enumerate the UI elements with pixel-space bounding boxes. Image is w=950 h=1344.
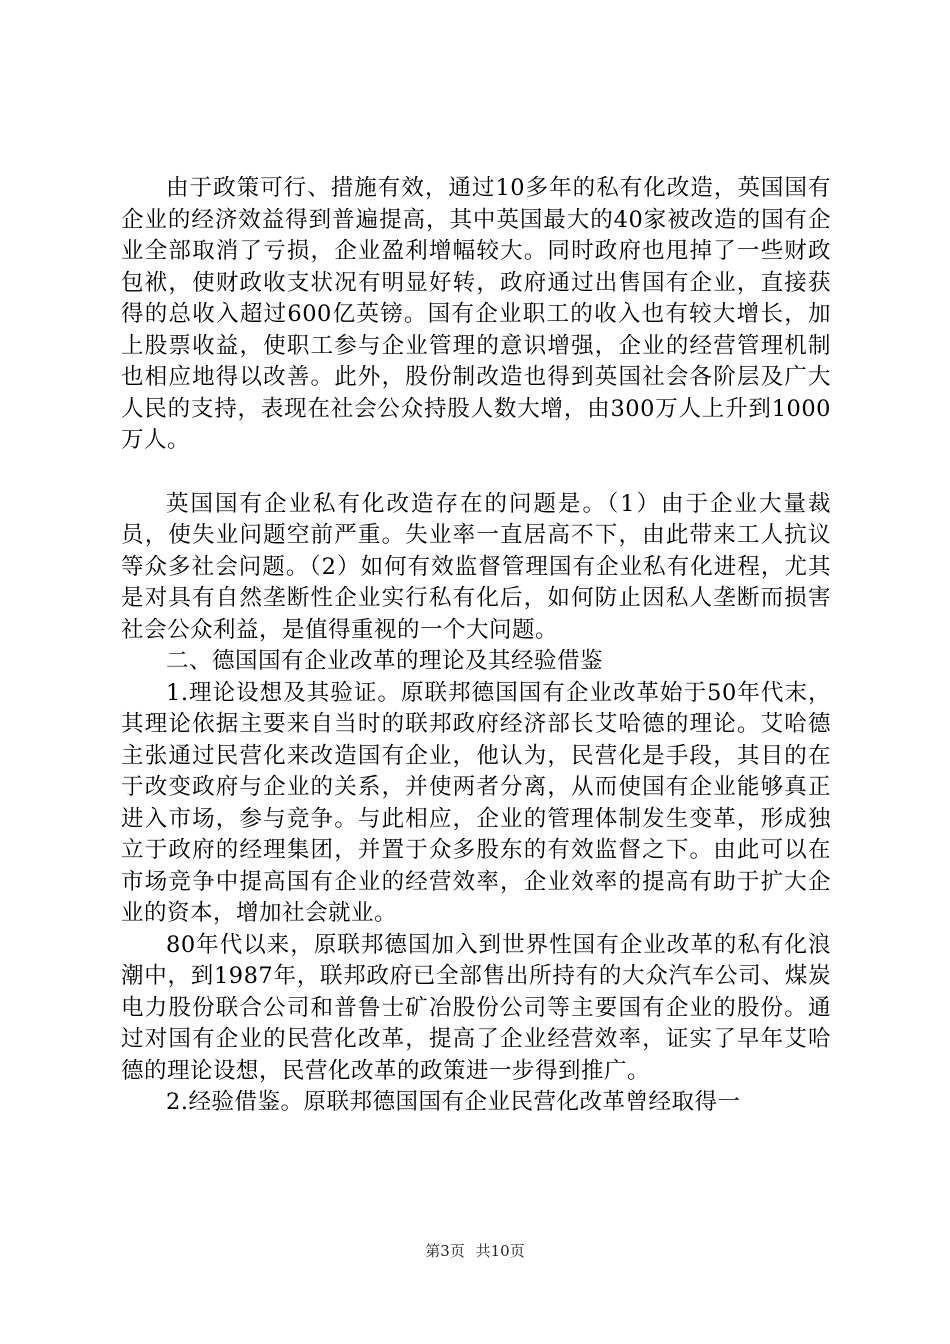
document-body: [121, 173, 831, 1119]
section-heading-germany: 二、德国国有企业改革的理论及其经验借鉴: [166, 648, 604, 674]
paragraph-uk-problems: 英国国有企业私有化改造存在的问题是。（1）由于企业大量裁员，使失业问题空前严重。失业率一直居高不下，由此带来工人抗议等众多社会问题。（2）如何有效监督管理国有企业私有化进程，尤其是对具有自然垄断性企业实行私有化后，如何防止因私人垄断而损害社会公众利益，是值得重视的一个大问题。: [121, 490, 831, 643]
paragraph-theory: 1.理论设想及其验证。原联邦德国国有企业改革始于50年代末，其理论依据主要来自当时的联邦政府经济部长艾哈德的理论。艾哈德主张通过民营化来改造国有企业，他认为，民营化是手段，其目的在于改变政府与企业的关系，并使两者分离，从而使国有企业能够真正进入市场，参与竞争。与此相应，企业的管理体制发生变革，形成独立于政府的经理集团，并置于众多股东的有效监督之下。由此可以在市场竞争中提高国有企业的经营效率，企业效率的提高有助于扩大企业的资本，增加社会就业。: [121, 679, 831, 926]
page-number: 第3页: [425, 1242, 465, 1260]
paragraph-privatization-1980s: 80年代以来，原联邦德国加入到世界性国有企业改革的私有化浪潮中，到1987年，联邦政府已全部售出所持有的大众汽车公司、煤炭电力股份联合公司和普鲁士矿冶股份公司等主要国有企业的股份。通过对国有企业的民营化改革，提高了企业经营效率，证实了早年艾哈德的理论设想，民营化改革的政策进一步得到推广。: [121, 931, 831, 1084]
page-footer: [0, 1241, 950, 1261]
page-total: 共10页: [475, 1242, 525, 1260]
paragraph-gap: [121, 457, 831, 489]
paragraph-experience: 2.经验借鉴。原联邦德国国有企业民营化改革曾经取得一: [166, 1089, 741, 1115]
paragraph-uk-results: 由于政策可行、措施有效，通过10多年的私有化改造，英国国有企业的经济效益得到普遍提高，其中英国最大的40家被改造的国有企业全部取消了亏损，企业盈利增幅较大。同时政府也甩掉了一些财政包袱，使财政收支状况有明显好转，政府通过出售国有企业，直接获得的总收入超过600亿英镑。国有企业职工的收入也有较大增长，加上股票收益，使职工参与企业管理的意识增强，企业的经营管理机制也相应地得以改善。此外，股份制改造也得到英国社会各阶层及广大人民的支持，表现在社会公众持股人数大增，由300万人上升到1000万人。: [121, 175, 831, 453]
